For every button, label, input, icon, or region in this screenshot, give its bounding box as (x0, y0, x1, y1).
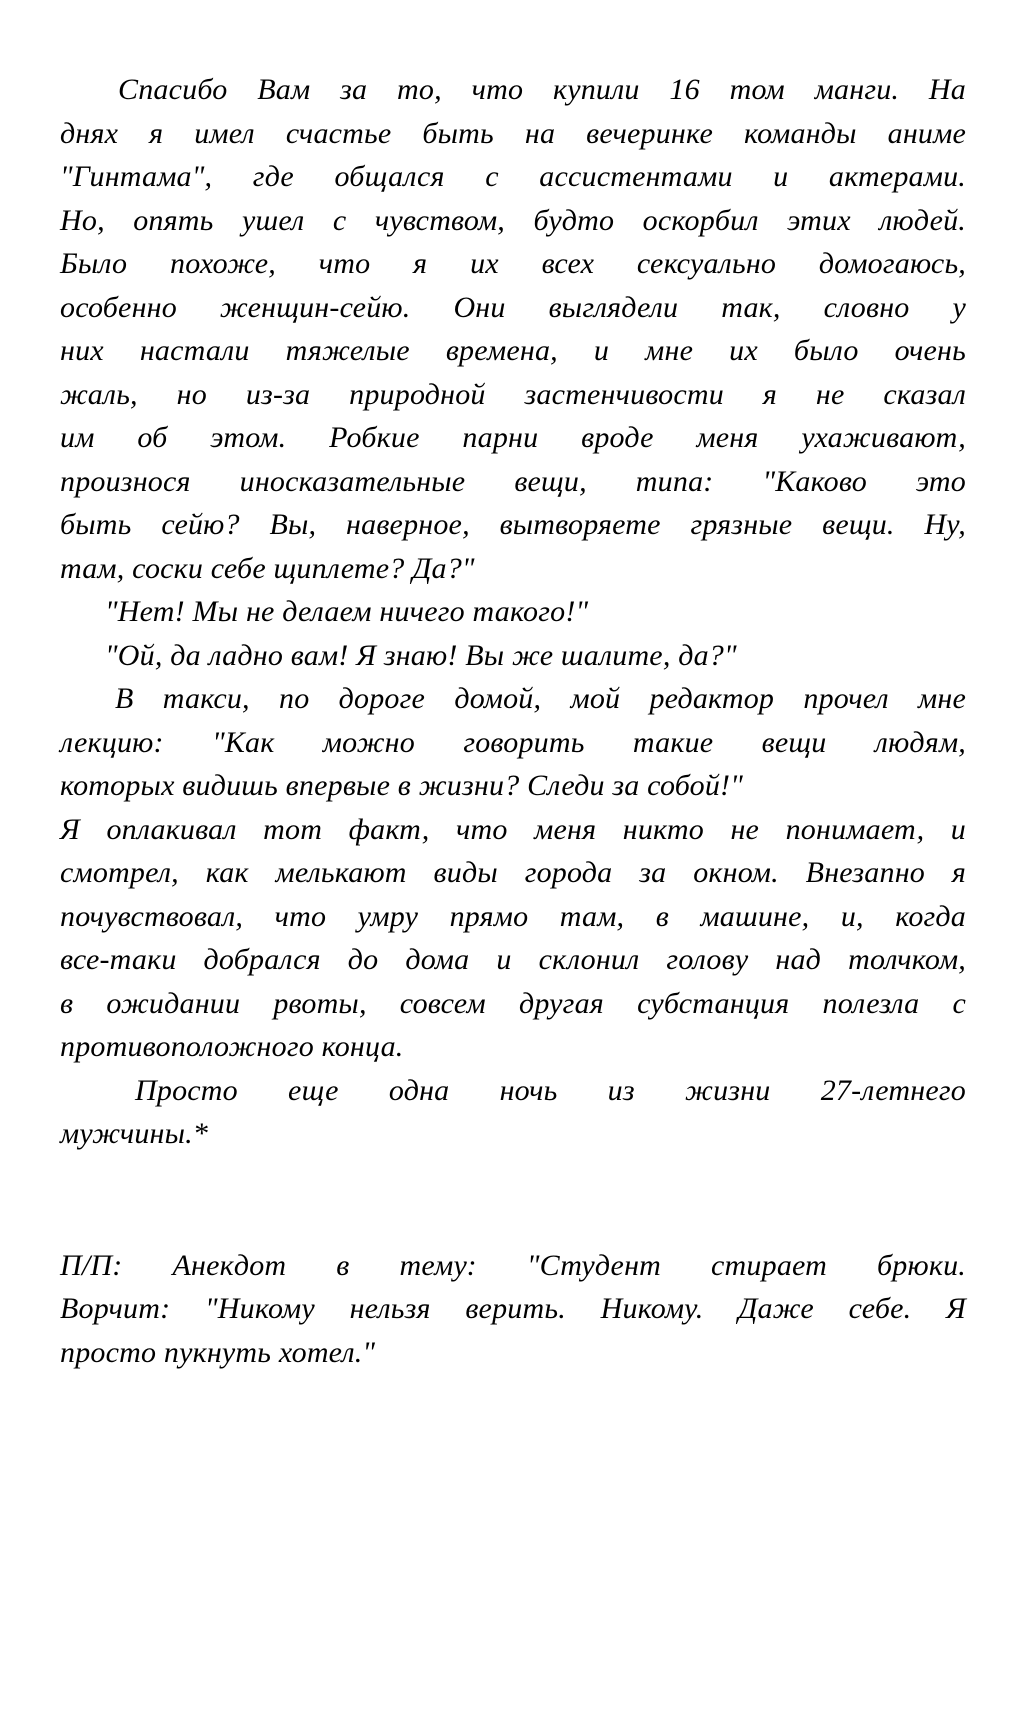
text-line: "Гинтама", где общался с ассистентами и актерами. (60, 160, 966, 193)
text-line: них настали тяжелые времена, и мне их было очень (60, 334, 966, 367)
text-line: Я оплакивал тот факт, что меня никто не понимает, и (60, 812, 966, 846)
text-line: Просто еще одна ночь из жизни 27-летнего (135, 1073, 966, 1107)
text-line: Спасибо Вам за то, что купили 16 том манги. На (118, 73, 966, 106)
text-line: все-таки добрался до дома и склонил голову над толчком, (60, 943, 966, 976)
text-line: мужчины.* (60, 1117, 209, 1150)
text-line: Но, опять ушел с чувством, будто оскорбил этих людей. (60, 203, 966, 237)
text-line: им об этом. Робкие парни вроде меня ухаживают, (60, 421, 966, 454)
text-line: просто пукнуть хотел." (60, 1335, 376, 1369)
text-body (60, 68, 966, 1374)
text-line: произнося иносказательные вещи, типа: "Каково это (60, 464, 966, 498)
text-line: которых видишь впервые в жизни? Следи за собой!" (60, 769, 744, 802)
paragraph-intro (60, 68, 966, 590)
text-line: почувствовал, что умру прямо там, в машине, и, когда (60, 899, 966, 933)
text-line: Ворчит: "Никому нельзя верить. Никому. Даже себе. Я (60, 1292, 966, 1325)
text-line: П/П: Анекдот в тему: "Студент стирает брюки. (60, 1248, 966, 1282)
paragraph-closing (60, 1069, 966, 1156)
text-line: днях я имел счастье быть на вечеринке команды аниме (60, 116, 966, 150)
text-line: там, соски себе щиплете? Да?" (60, 551, 475, 585)
paragraph-seiyuu-reply (60, 590, 966, 634)
text-line: быть сейю? Вы, наверное, вытворяете грязные вещи. Ну, (60, 508, 966, 541)
text-line: особенно женщин-сейю. Они выглядели так, словно у (60, 290, 966, 324)
text-line: В такси, по дороге домой, мой редактор прочел мне (115, 682, 966, 715)
text-line: "Ой, да ладно вам! Я знаю! Вы же шалите, да?" (105, 638, 737, 672)
text-line: смотрел, как мелькают виды города за окном. Внезапно я (60, 856, 966, 889)
text-line: противоположного конца. (60, 1030, 404, 1063)
paragraph-ride-home (60, 808, 966, 1069)
paragraph-translator-note (60, 1244, 966, 1375)
paragraph-author-retort (60, 634, 966, 678)
text-line: в ожидании рвоты, совсем другая субстанция полезла с (60, 986, 966, 1020)
text-line: "Нет! Мы не делаем ничего такого!" (105, 595, 589, 628)
paragraph-taxi-lecture (60, 677, 966, 808)
text-line: жаль, но из-за природной застенчивости я не сказал (60, 377, 966, 411)
text-line: Было похоже, что я их всех сексуально домогаюсь, (60, 247, 966, 280)
text-line: лекцию: "Как можно говорить такие вещи людям, (60, 725, 966, 759)
